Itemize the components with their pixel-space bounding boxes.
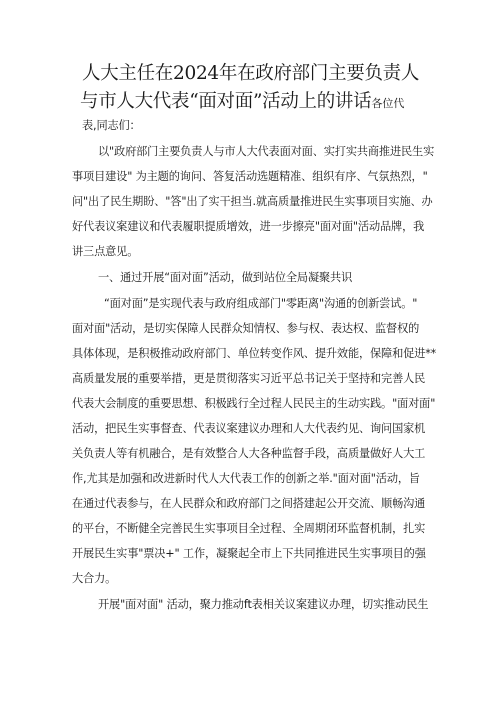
body-line: 活动，把民生实事督查、代表议案建议办理和人大代表约见、询问国家机 [72, 422, 426, 435]
section-heading: 一、通过开展“面对面”活动，做到站位全局凝聚共识 [98, 271, 353, 284]
body-line: 面对面"活动，是切实保障人民群众知情权、参与权、表达权、监督权的 [72, 322, 420, 335]
body-line: 关负责人等有机融合，是有效整合人大各种监督手段，高质量做好人大工 [72, 447, 426, 460]
title-line-1: 人大主任在2024年在政府部门主要负责人 [82, 63, 420, 84]
body-line: 问"出了民生期盼、"答"出了实干担当.就高质量推进民生实事项目实施、办 [72, 195, 433, 208]
body-line: 好代表议案建议和代表履职提质增效，进一步擦亮"面对面"活动品牌，我 [72, 220, 425, 233]
document-title [82, 60, 442, 118]
body-line: 的平台，不断健全完善民生实事项目全过程、全周期闭环监督机制，扎实 [72, 522, 426, 535]
body-line: 作,尤其是加强和改进新时代人大代表工作的创新之举."面对面"活动，旨 [72, 472, 420, 485]
body-line: 在通过代表参与，在人民群众和政府部门之间搭建起公开交流、顺畅沟通 [72, 497, 426, 510]
body-line: 开展"面对面" 活动，聚力推动ft表相关议案建议办理，切实推动民生 [98, 598, 429, 611]
body-line: 事项目建设" 为主题的询问、答复活动选题精准、组织有序、气氛热烈，" [72, 170, 428, 183]
body-line: 讲三点意见。 [72, 245, 139, 258]
body-line: “面对面”是实现代表与政府组成部门"零距离"沟通的创新尝试。" [104, 297, 418, 310]
body-line: 以"政府部门主要负责人与市人大代表面对面、实打实共商推进民生实 [98, 145, 435, 158]
body-line: 大合力。 [72, 572, 117, 585]
body-line: 开展民生实事"票决+" 工作，凝聚起全市上下共同推进民生实事项目的强 [72, 547, 426, 560]
title-line-2: 与市人大代表“面对面”活动上的讲话 [80, 91, 372, 112]
body-line: 具体体现，是积极推动政府部门、单位转变作风、提升效能，保障和促进** [72, 347, 437, 360]
salutation-end: 表,同志们： [82, 119, 141, 132]
body-line: 代表大会制度的重要思想、积极践行全过程人民民主的生动实践。"面对面" [72, 397, 436, 410]
salutation-start: 各位代 [371, 97, 405, 110]
body-line: 高质量发展的重要举措，更是贯彻落实习近平总书记关于坚持和完善人民 [72, 372, 426, 385]
